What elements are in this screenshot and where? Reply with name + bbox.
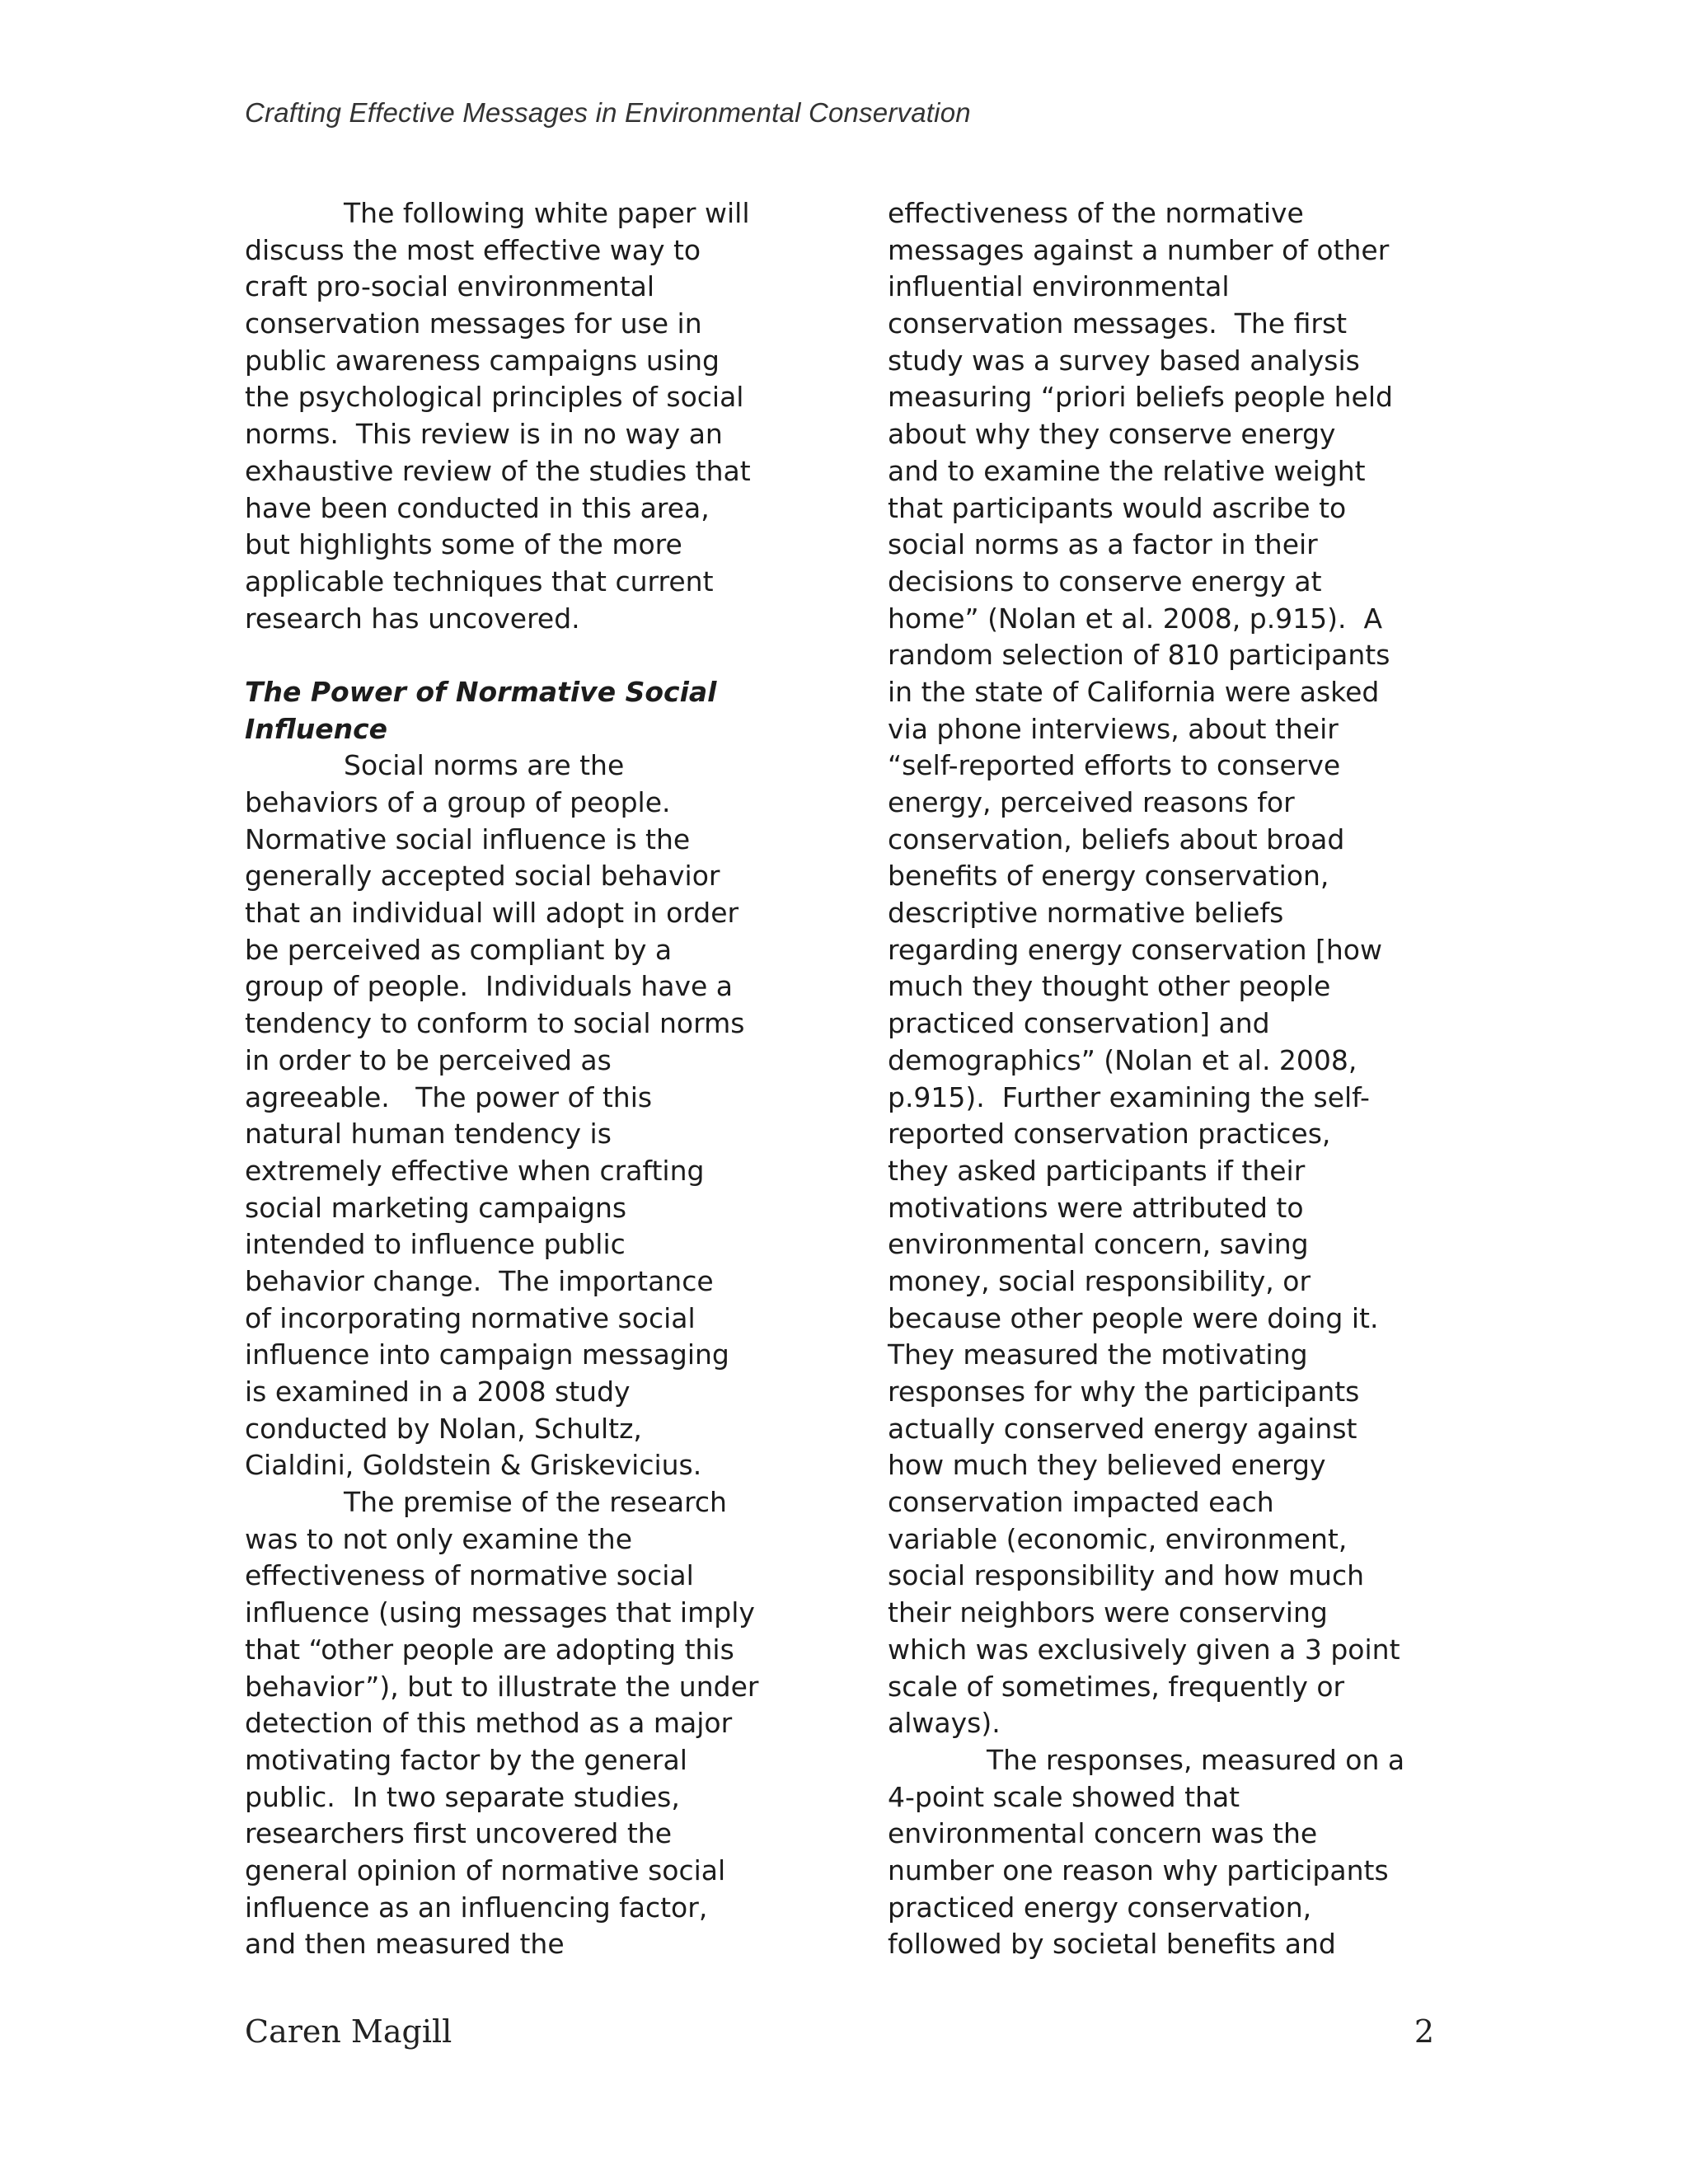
paragraph-line: “self-reported efforts to conserve: [888, 749, 1341, 782]
paragraph-line: and to examine the relative weight: [888, 454, 1366, 487]
paragraph-line: which was exclusively given a 3 point: [888, 1633, 1400, 1666]
paragraph-line: natural human tendency is: [245, 1118, 612, 1151]
paragraph-line: reported conservation practices,: [888, 1118, 1331, 1151]
paragraph-line: responses for why the participants: [888, 1376, 1360, 1408]
paragraph-line: detection of this method as a major: [245, 1707, 733, 1740]
paragraph-line: home” (Nolan et al. 2008, p.915). A: [888, 602, 1383, 635]
paragraph-line: conservation, beliefs about broad: [888, 823, 1345, 855]
paragraph-line: regarding energy conservation [how: [888, 933, 1382, 966]
paragraph-line: 4-point scale showed that: [888, 1780, 1240, 1813]
paragraph-line: that an individual will adopt in order: [245, 897, 739, 930]
paragraph-line: in order to be perceived as: [245, 1043, 612, 1076]
paragraph-line: researchers first uncovered the: [245, 1817, 673, 1850]
paragraph-line: p.915). Further examining the self-: [888, 1080, 1370, 1113]
paragraph-line: study was a survey based analysis: [888, 344, 1360, 377]
paragraph-line: have been conducted in this area,: [245, 491, 710, 524]
paragraph-line: generally accepted social behavior: [245, 860, 720, 893]
paragraph-line: that participants would ascribe to: [888, 491, 1347, 524]
paragraph-line: Social norms are the: [344, 749, 625, 782]
paragraph-line: conducted by Nolan, Schultz,: [245, 1412, 642, 1445]
paragraph-line: exhaustive review of the studies that: [245, 454, 751, 487]
paragraph-line: measuring “priori beliefs people held: [888, 381, 1393, 414]
paragraph-line: always).: [888, 1707, 1001, 1740]
paragraph-line: actually conserved energy against: [888, 1412, 1357, 1445]
section-heading: Influence: [245, 712, 388, 745]
paragraph-line: because other people were doing it.: [888, 1301, 1379, 1334]
footer-author: Caren Magill: [245, 2013, 452, 2050]
paragraph-line: practiced energy conservation,: [888, 1891, 1312, 1924]
paragraph-line: The following white paper will: [344, 197, 750, 229]
paragraph-line: they asked participants if their: [888, 1154, 1306, 1187]
paragraph-line: benefits of energy conservation,: [888, 860, 1329, 893]
paragraph-line: influence as an influencing factor,: [245, 1891, 708, 1924]
paragraph-line: behaviors of a group of people.: [245, 786, 671, 818]
paragraph-line: They measured the motivating: [888, 1338, 1308, 1371]
paragraph-line: but highlights some of the more: [245, 528, 682, 561]
paragraph-line: their neighbors were conserving: [888, 1596, 1328, 1629]
paragraph-line: messages against a number of other: [888, 233, 1390, 266]
paragraph-line: was to not only examine the: [245, 1522, 632, 1555]
paragraph-line: number one reason why participants: [888, 1854, 1389, 1886]
page-number: 2: [1414, 2013, 1434, 2050]
paragraph-line: social marketing campaigns: [245, 1191, 627, 1224]
paragraph-line: scale of sometimes, frequently or: [888, 1670, 1345, 1703]
right-column: [888, 195, 1448, 1963]
paragraph-line: influential environmental: [888, 270, 1230, 303]
paragraph-line: influence (using messages that imply: [245, 1596, 755, 1629]
paragraph-line: group of people. Individuals have a: [245, 970, 734, 1003]
paragraph-line: public awareness campaigns using: [245, 344, 720, 377]
paragraph-line: intended to influence public: [245, 1228, 626, 1261]
paragraph-line: craft pro-social environmental: [245, 270, 655, 303]
paragraph-line: extremely effective when crafting: [245, 1154, 705, 1187]
paragraph-line: demographics” (Nolan et al. 2008,: [888, 1043, 1357, 1076]
paragraph-line: practiced conservation] and: [888, 1007, 1270, 1040]
paragraph-line: general opinion of normative social: [245, 1854, 726, 1886]
paragraph-line: public. In two separate studies,: [245, 1780, 680, 1813]
section-heading: The Power of Normative Social: [245, 675, 717, 708]
paragraph-line: social norms as a factor in their: [888, 528, 1318, 561]
paragraph-line: effectiveness of normative social: [245, 1559, 694, 1592]
paragraph-line: that “other people are adopting this: [245, 1633, 734, 1666]
left-column: [245, 195, 805, 1963]
paragraph-line: applicable techniques that current: [245, 565, 714, 598]
paragraph-line: tendency to conform to social norms: [245, 1007, 745, 1040]
paragraph-line: followed by societal benefits and: [888, 1928, 1336, 1961]
paragraph-line: discuss the most effective way to: [245, 233, 701, 266]
paragraph-line: money, social responsibility, or: [888, 1264, 1311, 1297]
paragraph-line: via phone interviews, about their: [888, 712, 1339, 745]
paragraph-line: Normative social influence is the: [245, 823, 691, 855]
paragraph-line: is examined in a 2008 study: [245, 1376, 631, 1408]
paragraph-line: be perceived as compliant by a: [245, 933, 673, 966]
paragraph-line: conservation impacted each: [888, 1486, 1274, 1519]
paragraph-line: motivating factor by the general: [245, 1743, 687, 1776]
paragraph-line: in the state of California were asked: [888, 675, 1380, 708]
paragraph-line: about why they conserve energy: [888, 418, 1336, 451]
paragraph-line: descriptive normative beliefs: [888, 897, 1284, 930]
paragraph-line: variable (economic, environment,: [888, 1522, 1348, 1555]
paragraph-gap: [245, 637, 805, 674]
paragraph-line: environmental concern, saving: [888, 1228, 1309, 1261]
paragraph-line: conservation messages for use in: [245, 307, 702, 340]
paragraph-line: random selection of 810 participants: [888, 639, 1390, 672]
paragraph-line: the psychological principles of social: [245, 381, 744, 414]
paragraph-line: norms. This review is in no way an: [245, 418, 723, 451]
paragraph-line: motivations were attributed to: [888, 1191, 1304, 1224]
running-header: Crafting Effective Messages in Environmental Conservation: [245, 97, 971, 128]
paragraph-line: of incorporating normative social: [245, 1301, 696, 1334]
paragraph-line: much they thought other people: [888, 970, 1331, 1003]
paragraph-line: agreeable. The power of this: [245, 1080, 653, 1113]
paragraph-line: behavior”), but to illustrate the under: [245, 1670, 759, 1703]
paragraph-line: influence into campaign messaging: [245, 1338, 729, 1371]
paragraph-line: research has uncovered.: [245, 602, 580, 635]
paragraph-line: energy, perceived reasons for: [888, 786, 1295, 818]
paragraph-line: decisions to conserve energy at: [888, 565, 1322, 598]
paragraph-line: how much they believed energy: [888, 1449, 1326, 1482]
paragraph-line: The premise of the research: [344, 1486, 727, 1519]
paragraph-line: conservation messages. The first: [888, 307, 1348, 340]
paragraph-line: effectiveness of the normative: [888, 197, 1304, 229]
paragraph-line: environmental concern was the: [888, 1817, 1318, 1850]
paragraph-line: and then measured the: [245, 1928, 565, 1961]
paragraph-line: Cialdini, Goldstein & Griskevicius.: [245, 1449, 702, 1482]
paragraph-line: behavior change. The importance: [245, 1264, 714, 1297]
paragraph-line: social responsibility and how much: [888, 1559, 1365, 1592]
paragraph-line: The responses, measured on a: [987, 1743, 1405, 1776]
